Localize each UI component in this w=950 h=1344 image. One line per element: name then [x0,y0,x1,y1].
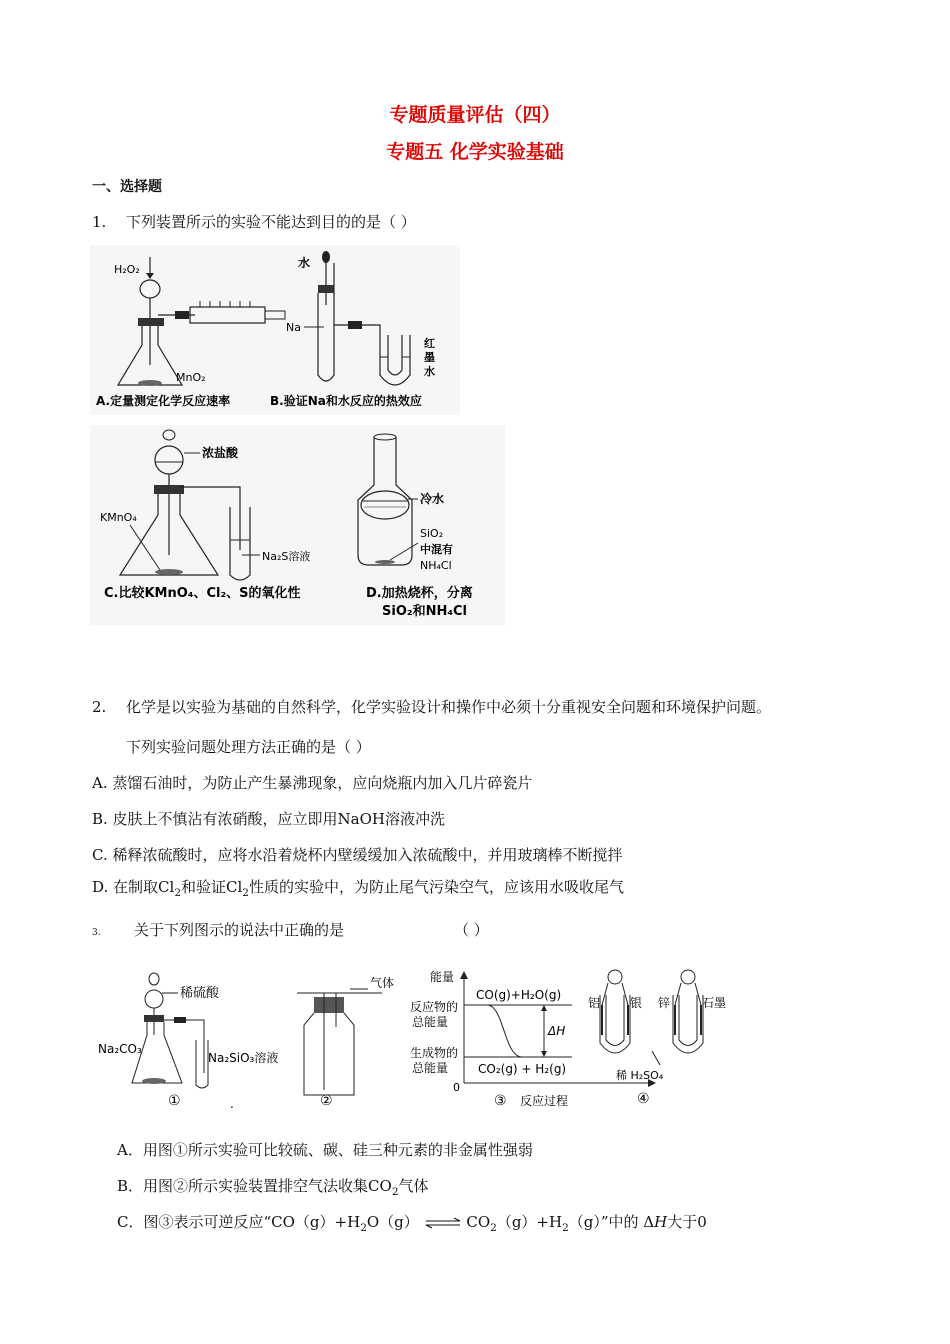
q3-option-c-text-3: CO [466,1213,491,1231]
caption-a: A.定量测定化学反应速率 [96,394,231,408]
q3-option-c-sub-1: 2 [360,1222,367,1234]
label-react1: 反应物的 [410,1000,459,1014]
q3-option-c-text-4: （g）+H [496,1213,563,1231]
label-na: Na [286,321,301,334]
label-hcl: 浓盐酸 [202,446,239,460]
q3-option-c-sub-2: 2 [490,1222,497,1234]
q3-option-c-text-5: （g）”中的 Δ [568,1213,655,1231]
fig-label-3: ③ [494,1093,507,1109]
label-gas: 气体 [370,976,395,990]
q3-option-c-sub-3: 2 [562,1222,569,1234]
figure-ab [90,245,460,415]
question-stem: 关于下列图示的说法中正确的是 [134,921,345,939]
label-cold-water: 冷水 [420,492,445,506]
q3-option-b-text-2: 气体 [398,1177,429,1195]
label-d3: NH₄Cl [420,559,452,572]
option-a: A. 蒸馏石油时，为防止产生暴沸现象，应向烧瓶内加入几片碎瓷片 [92,774,533,792]
q3-option-c-h: H [654,1213,668,1231]
label-ag: 银 [630,996,643,1010]
label-ink2: 墨 [424,351,435,364]
label-zero: 0 [453,1081,460,1094]
fig-label-2: ② [320,1093,333,1109]
option-d-text-2: 和验证Cl [181,878,243,896]
question-stem: 下列装置所示的实验不能达到目的的是（ ） [126,213,416,231]
caption-d1: D.加热烧杯，分离 [366,586,473,601]
q3-option-a: A．用图①所示实验可比较硫、碳、硅三种元素的非金属性强弱 [117,1141,533,1159]
option-c: C. 稀释浓硫酸时，应将水沿着烧杯内壁缓缓加入浓硫酸中，并用玻璃棒不断搅拌 [92,846,623,864]
question-number: 2. [92,698,107,716]
q3-option-c-text-6: 大于0 [667,1213,707,1231]
label-react2: 总能量 [412,1015,449,1029]
label-energy: 能量 [430,970,455,984]
figure-q3 [92,965,732,1110]
label-h2so4: 稀 H₂SO₄ [616,1069,664,1082]
question-stem: 化学是以实验为基础的自然科学，化学实验设计和操作中必须十分重视安全问题和环境保护问题。 [126,698,772,716]
caption-b: B.验证Na和水反应的热效应 [270,394,422,408]
page-title: 专题质量评估（四） [389,104,561,126]
label-na2co3: Na₂CO₃ [98,1042,142,1056]
label-na2sio3: Na₂SiO₃溶液 [208,1051,279,1065]
label-na2s: Na₂S溶液 [262,550,311,563]
fig-label-4: ④ [637,1091,650,1107]
q3-option-b-text-1: B．用图②所示实验装置排空气法收集CO [117,1177,392,1195]
q3-option-b-sub: 2 [391,1186,399,1198]
option-d-text-1: D. 在制取Cl [92,878,175,896]
label-d2: 中混有 [420,543,453,556]
option-d [92,876,624,899]
q3-option-c [117,1211,707,1234]
label-ink1: 红 [424,337,435,350]
fig-label-1: ① [168,1093,181,1109]
question-2 [92,696,771,717]
label-axis: 反应过程 [520,1094,569,1108]
equilibrium-arrow-icon [424,1217,462,1229]
option-d-sub-1: 2 [174,887,181,899]
label-ink3: 水 [424,365,435,378]
question-number: 1. [92,213,107,231]
q3-option-c-text-2: O（g） [366,1213,419,1231]
question-3 [92,919,489,940]
label-h2o2: H₂O₂ [114,263,140,276]
page-subtitle: 专题五 化学实验基础 [386,141,564,163]
label-dh: ΔH [548,1024,566,1038]
option-d-sub-2: 2 [242,887,249,899]
label-dilute-acid: 稀硫酸 [180,986,220,1001]
question-2-stem2: 下列实验问题处理方法正确的是（ ） [126,738,371,756]
label-al: 铝 [588,996,601,1010]
label-prod1: 生成物的 [410,1046,459,1060]
label-d1: SiO₂ [420,527,444,540]
label-prod2: 总能量 [412,1061,449,1075]
answer-paren: （ ） [454,921,489,939]
q3-option-c-text-1: C．图③表示可逆反应“CO（g）+H [117,1213,361,1231]
label-kmno4: KMnO₄ [100,511,137,524]
label-mno2: MnO₂ [176,371,206,384]
label-top-level: CO(g)+H₂O(g) [476,988,562,1002]
label-zn: 锌 [658,996,671,1010]
question-1 [92,211,416,232]
section-heading: 一、选择题 [92,179,162,195]
label-bottom-level: CO₂(g) + H₂(g) [478,1062,567,1076]
caption-c: C.比较KMnO₄、Cl₂、S的氧化性 [104,586,301,601]
option-b: B. 皮肤上不慎沾有浓硝酸，应立即用NaOH溶液冲洗 [92,810,446,828]
option-d-text-3: 性质的实验中，为防止尾气污染空气，应该用水吸收尾气 [248,878,624,896]
caption-d2: SiO₂和NH₄Cl [382,604,468,619]
label-water: 水 [298,256,311,270]
fig-dot: . [230,1097,234,1110]
question-number: 3. [92,928,101,938]
label-graphite: 石墨 [702,996,727,1010]
q3-option-b [117,1175,429,1198]
figure-cd [90,425,505,625]
